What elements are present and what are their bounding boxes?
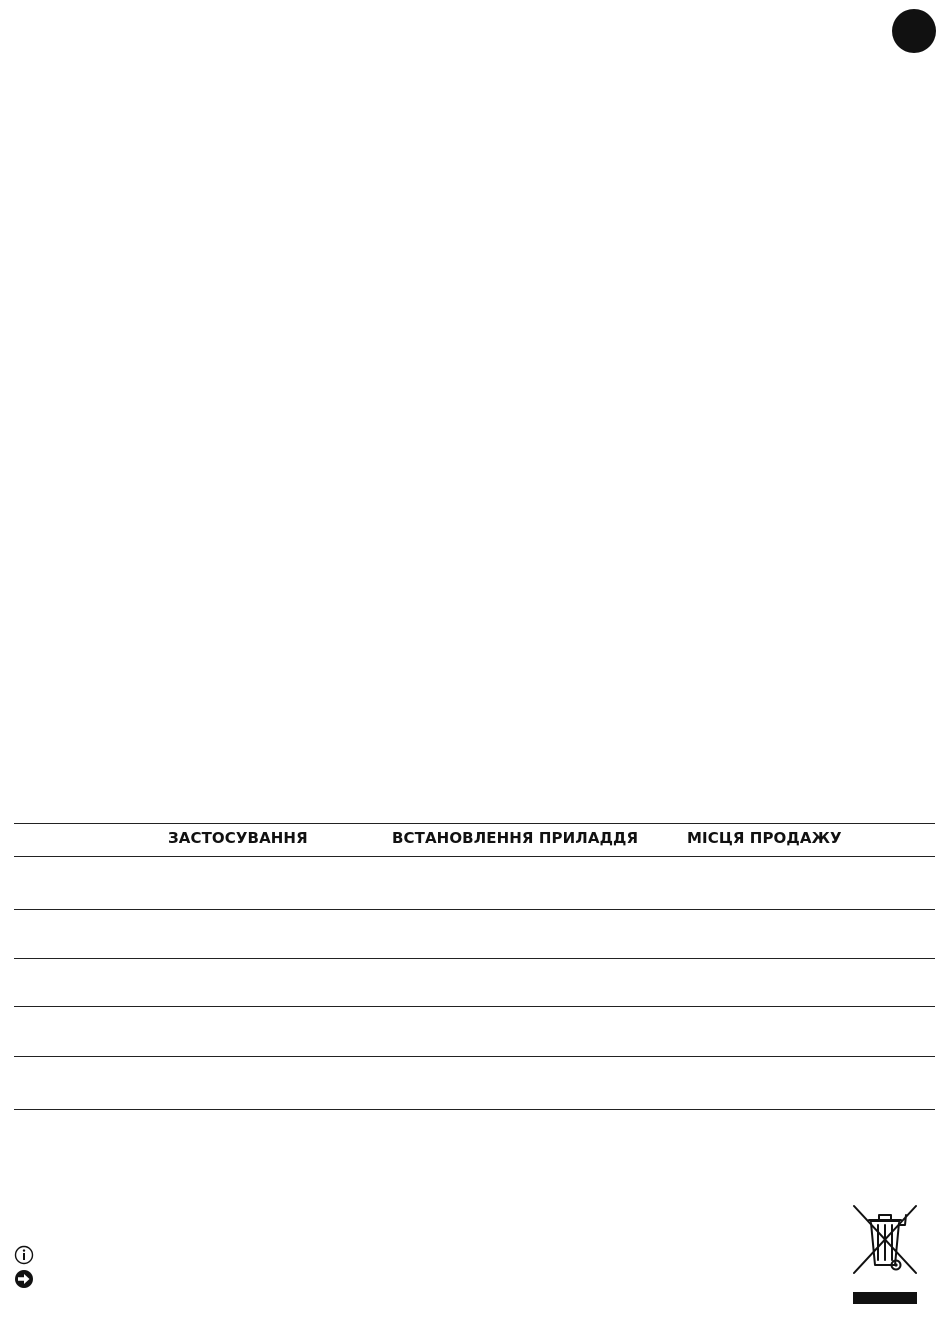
info-table xyxy=(14,823,935,1111)
header-points-of-sale: МІСЦЯ ПРОДАЖУ xyxy=(687,829,842,847)
table-bottom-rule xyxy=(14,1109,935,1110)
crossed-out-wheelie-bin-icon xyxy=(850,1203,920,1278)
table-row xyxy=(14,1007,935,1056)
arrow-right-icon xyxy=(14,1269,34,1289)
header-accessory-installation: ВСТАНОВЛЕННЯ ПРИЛАДДЯ xyxy=(392,829,639,847)
table-row xyxy=(14,857,935,909)
weee-underline-bar xyxy=(853,1292,917,1304)
table-row xyxy=(14,910,935,958)
table-row xyxy=(14,959,935,1006)
page-language-badge xyxy=(892,9,936,53)
info-icon xyxy=(14,1245,34,1265)
header-application: ЗАСТОСУВАННЯ xyxy=(168,829,308,847)
table-row xyxy=(14,1057,935,1109)
table-top-rule xyxy=(14,823,935,824)
